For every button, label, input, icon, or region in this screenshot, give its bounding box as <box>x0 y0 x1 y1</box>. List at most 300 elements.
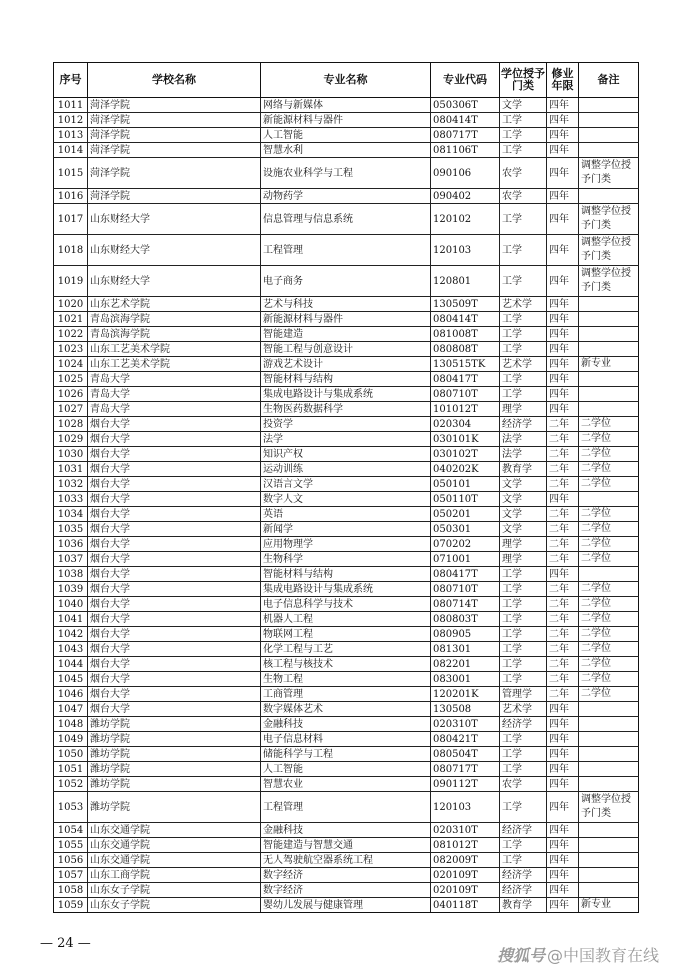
cell-degree-category: 工学 <box>500 128 547 143</box>
cell-degree-category: 理学 <box>500 552 547 567</box>
cell-study-years: 二年 <box>547 507 579 522</box>
cell-degree-category: 教育学 <box>500 898 547 913</box>
cell-remarks <box>579 342 639 357</box>
cell-study-years: 四年 <box>547 327 579 342</box>
cell-study-years: 四年 <box>547 143 579 158</box>
cell-major-name: 智能工程与创意设计 <box>261 342 431 357</box>
cell-school-name: 烟台大学 <box>88 582 261 597</box>
cell-major-name: 英语 <box>261 507 431 522</box>
header-serial: 序号 <box>54 63 88 98</box>
table-row <box>54 447 639 462</box>
cell-major-code: 080710T <box>431 387 500 402</box>
cell-major-code: 020304 <box>431 417 500 432</box>
cell-degree-category: 工学 <box>500 747 547 762</box>
cell-serial: 1025 <box>54 372 88 387</box>
cell-study-years: 四年 <box>547 492 579 507</box>
cell-school-name: 山东财经大学 <box>88 204 261 235</box>
cell-major-code: 050110T <box>431 492 500 507</box>
cell-study-years: 四年 <box>547 823 579 838</box>
cell-remarks: 二学位 <box>579 552 639 567</box>
cell-school-name: 山东女子学院 <box>88 898 261 913</box>
cell-serial: 1014 <box>54 143 88 158</box>
cell-serial: 1018 <box>54 235 88 266</box>
cell-study-years: 二年 <box>547 612 579 627</box>
cell-major-code: 080905 <box>431 627 500 642</box>
cell-major-code: 050301 <box>431 522 500 537</box>
cell-major-code: 020310T <box>431 717 500 732</box>
cell-serial: 1017 <box>54 204 88 235</box>
table-row <box>54 627 639 642</box>
cell-major-name: 设施农业科学与工程 <box>261 158 431 189</box>
cell-study-years: 四年 <box>547 702 579 717</box>
cell-remarks <box>579 717 639 732</box>
cell-major-name: 金融科技 <box>261 717 431 732</box>
cell-school-name: 菏泽学院 <box>88 158 261 189</box>
cell-study-years: 四年 <box>547 113 579 128</box>
cell-remarks <box>579 732 639 747</box>
header-degree-category: 学位授予门类 <box>500 63 547 98</box>
table-row <box>54 868 639 883</box>
cell-remarks <box>579 143 639 158</box>
cell-school-name: 烟台大学 <box>88 537 261 552</box>
table-row <box>54 372 639 387</box>
cell-degree-category: 工学 <box>500 672 547 687</box>
cell-study-years: 四年 <box>547 158 579 189</box>
cell-major-name: 动物药学 <box>261 189 431 204</box>
cell-study-years: 四年 <box>547 747 579 762</box>
cell-degree-category: 工学 <box>500 143 547 158</box>
table-row <box>54 732 639 747</box>
cell-remarks <box>579 387 639 402</box>
cell-major-code: 050201 <box>431 507 500 522</box>
table-row <box>54 687 639 702</box>
cell-serial: 1023 <box>54 342 88 357</box>
cell-remarks <box>579 883 639 898</box>
cell-remarks: 二学位 <box>579 642 639 657</box>
cell-serial: 1038 <box>54 567 88 582</box>
cell-school-name: 烟台大学 <box>88 672 261 687</box>
cell-major-code: 080504T <box>431 747 500 762</box>
cell-school-name: 山东工商学院 <box>88 868 261 883</box>
cell-serial: 1037 <box>54 552 88 567</box>
cell-school-name: 菏泽学院 <box>88 143 261 158</box>
cell-remarks: 二学位 <box>579 672 639 687</box>
cell-major-name: 汉语言文学 <box>261 477 431 492</box>
cell-school-name: 山东工艺美术学院 <box>88 342 261 357</box>
cell-serial: 1021 <box>54 312 88 327</box>
cell-major-name: 投资学 <box>261 417 431 432</box>
cell-major-name: 游戏艺术设计 <box>261 357 431 372</box>
cell-major-code: 082009T <box>431 853 500 868</box>
table-row <box>54 113 639 128</box>
cell-study-years: 四年 <box>547 312 579 327</box>
table-row <box>54 98 639 113</box>
table-row <box>54 792 639 823</box>
cell-remarks <box>579 312 639 327</box>
table-row <box>54 717 639 732</box>
cell-study-years: 四年 <box>547 204 579 235</box>
cell-school-name: 青岛大学 <box>88 402 261 417</box>
cell-school-name: 烟台大学 <box>88 522 261 537</box>
cell-remarks: 二学位 <box>579 477 639 492</box>
table-row <box>54 642 639 657</box>
cell-major-code: 081301 <box>431 642 500 657</box>
cell-school-name: 烟台大学 <box>88 567 261 582</box>
cell-serial: 1016 <box>54 189 88 204</box>
cell-study-years: 四年 <box>547 357 579 372</box>
cell-major-code: 081106T <box>431 143 500 158</box>
cell-remarks: 调整学位授予门类 <box>579 235 639 266</box>
cell-school-name: 菏泽学院 <box>88 113 261 128</box>
cell-serial: 1046 <box>54 687 88 702</box>
table-row <box>54 477 639 492</box>
cell-remarks: 二学位 <box>579 507 639 522</box>
cell-degree-category: 工学 <box>500 657 547 672</box>
table-row <box>54 507 639 522</box>
cell-major-name: 工程管理 <box>261 235 431 266</box>
cell-degree-category: 工学 <box>500 838 547 853</box>
cell-serial: 1015 <box>54 158 88 189</box>
cell-serial: 1022 <box>54 327 88 342</box>
watermark <box>497 943 659 966</box>
cell-school-name: 潍坊学院 <box>88 762 261 777</box>
cell-degree-category: 工学 <box>500 235 547 266</box>
cell-major-name: 智能材料与结构 <box>261 372 431 387</box>
table-row <box>54 823 639 838</box>
cell-major-name: 数字人文 <box>261 492 431 507</box>
cell-degree-category: 工学 <box>500 732 547 747</box>
cell-study-years: 四年 <box>547 777 579 792</box>
cell-school-name: 山东交通学院 <box>88 838 261 853</box>
cell-major-code: 070202 <box>431 537 500 552</box>
cell-serial: 1020 <box>54 297 88 312</box>
cell-school-name: 烟台大学 <box>88 687 261 702</box>
cell-remarks: 二学位 <box>579 537 639 552</box>
cell-school-name: 山东交通学院 <box>88 823 261 838</box>
cell-major-name: 储能科学与工程 <box>261 747 431 762</box>
table-row <box>54 143 639 158</box>
cell-degree-category: 文学 <box>500 477 547 492</box>
cell-school-name: 山东工艺美术学院 <box>88 357 261 372</box>
cell-remarks <box>579 777 639 792</box>
cell-remarks: 调整学位授予门类 <box>579 204 639 235</box>
cell-study-years: 二年 <box>547 672 579 687</box>
cell-study-years: 四年 <box>547 883 579 898</box>
cell-serial: 1012 <box>54 113 88 128</box>
table-row <box>54 597 639 612</box>
cell-study-years: 二年 <box>547 447 579 462</box>
cell-degree-category: 工学 <box>500 327 547 342</box>
cell-serial: 1030 <box>54 447 88 462</box>
cell-serial: 1035 <box>54 522 88 537</box>
cell-major-name: 数字经济 <box>261 868 431 883</box>
cell-degree-category: 农学 <box>500 189 547 204</box>
cell-degree-category: 艺术学 <box>500 357 547 372</box>
cell-school-name: 菏泽学院 <box>88 98 261 113</box>
cell-major-name: 婴幼儿发展与健康管理 <box>261 898 431 913</box>
table-row <box>54 672 639 687</box>
cell-school-name: 青岛滨海学院 <box>88 327 261 342</box>
cell-school-name: 潍坊学院 <box>88 777 261 792</box>
cell-major-name: 信息管理与信息系统 <box>261 204 431 235</box>
cell-study-years: 四年 <box>547 189 579 204</box>
cell-remarks: 调整学位授予门类 <box>579 792 639 823</box>
cell-remarks: 二学位 <box>579 597 639 612</box>
cell-school-name: 烟台大学 <box>88 492 261 507</box>
cell-school-name: 菏泽学院 <box>88 189 261 204</box>
table-row <box>54 537 639 552</box>
cell-major-code: 130515TK <box>431 357 500 372</box>
cell-school-name: 山东财经大学 <box>88 235 261 266</box>
cell-school-name: 青岛滨海学院 <box>88 312 261 327</box>
cell-serial: 1048 <box>54 717 88 732</box>
cell-study-years: 四年 <box>547 235 579 266</box>
cell-major-name: 数字媒体艺术 <box>261 702 431 717</box>
cell-remarks <box>579 128 639 143</box>
table-row <box>54 312 639 327</box>
table-row <box>54 898 639 913</box>
cell-school-name: 山东艺术学院 <box>88 297 261 312</box>
cell-major-name: 电子信息科学与技术 <box>261 597 431 612</box>
cell-serial: 1044 <box>54 657 88 672</box>
cell-study-years: 二年 <box>547 582 579 597</box>
cell-degree-category: 教育学 <box>500 462 547 477</box>
cell-remarks: 调整学位授予门类 <box>579 158 639 189</box>
cell-degree-category: 工学 <box>500 642 547 657</box>
cell-remarks: 二学位 <box>579 612 639 627</box>
header-school-name: 学校名称 <box>88 63 261 98</box>
cell-serial: 1049 <box>54 732 88 747</box>
cell-degree-category: 工学 <box>500 597 547 612</box>
cell-remarks: 二学位 <box>579 432 639 447</box>
table-row <box>54 657 639 672</box>
cell-major-name: 工程管理 <box>261 792 431 823</box>
cell-serial: 1027 <box>54 402 88 417</box>
cell-study-years: 二年 <box>547 597 579 612</box>
table-row <box>54 128 639 143</box>
cell-remarks: 二学位 <box>579 462 639 477</box>
cell-major-code: 081012T <box>431 838 500 853</box>
cell-degree-category: 工学 <box>500 567 547 582</box>
cell-major-code: 120102 <box>431 204 500 235</box>
cell-major-code: 081008T <box>431 327 500 342</box>
table-row <box>54 266 639 297</box>
cell-school-name: 烟台大学 <box>88 627 261 642</box>
cell-major-name: 人工智能 <box>261 762 431 777</box>
table-row <box>54 417 639 432</box>
cell-major-name: 智慧农业 <box>261 777 431 792</box>
cell-major-code: 020109T <box>431 883 500 898</box>
cell-serial: 1028 <box>54 417 88 432</box>
cell-remarks <box>579 853 639 868</box>
cell-major-name: 数字经济 <box>261 883 431 898</box>
table-row <box>54 357 639 372</box>
table-row <box>54 158 639 189</box>
cell-study-years: 四年 <box>547 868 579 883</box>
cell-study-years: 四年 <box>547 853 579 868</box>
table-row <box>54 582 639 597</box>
cell-study-years: 四年 <box>547 792 579 823</box>
cell-major-code: 030101K <box>431 432 500 447</box>
cell-serial: 1034 <box>54 507 88 522</box>
cell-major-name: 知识产权 <box>261 447 431 462</box>
cell-major-code: 080717T <box>431 128 500 143</box>
table-row <box>54 297 639 312</box>
cell-remarks: 调整学位授予门类 <box>579 266 639 297</box>
cell-major-name: 运动训练 <box>261 462 431 477</box>
cell-serial: 1042 <box>54 627 88 642</box>
cell-serial: 1024 <box>54 357 88 372</box>
cell-major-name: 艺术与科技 <box>261 297 431 312</box>
cell-major-code: 030102T <box>431 447 500 462</box>
cell-major-name: 智能建造 <box>261 327 431 342</box>
cell-study-years: 四年 <box>547 717 579 732</box>
cell-major-name: 新能源材料与器件 <box>261 312 431 327</box>
cell-study-years: 四年 <box>547 297 579 312</box>
cell-school-name: 烟台大学 <box>88 417 261 432</box>
cell-major-name: 网络与新媒体 <box>261 98 431 113</box>
cell-remarks <box>579 402 639 417</box>
cell-remarks <box>579 297 639 312</box>
cell-serial: 1059 <box>54 898 88 913</box>
cell-major-name: 人工智能 <box>261 128 431 143</box>
cell-study-years: 二年 <box>547 657 579 672</box>
cell-major-code: 020310T <box>431 823 500 838</box>
cell-serial: 1032 <box>54 477 88 492</box>
cell-major-code: 120103 <box>431 235 500 266</box>
cell-school-name: 烟台大学 <box>88 552 261 567</box>
table-row <box>54 327 639 342</box>
cell-serial: 1040 <box>54 597 88 612</box>
cell-serial: 1045 <box>54 672 88 687</box>
cell-degree-category: 法学 <box>500 432 547 447</box>
cell-school-name: 烟台大学 <box>88 642 261 657</box>
cell-major-code: 080710T <box>431 582 500 597</box>
cell-degree-category: 工学 <box>500 372 547 387</box>
cell-degree-category: 文学 <box>500 492 547 507</box>
table-row <box>54 853 639 868</box>
cell-degree-category: 文学 <box>500 98 547 113</box>
cell-study-years: 四年 <box>547 387 579 402</box>
table-row <box>54 762 639 777</box>
cell-study-years: 四年 <box>547 342 579 357</box>
cell-remarks: 新专业 <box>579 357 639 372</box>
cell-major-code: 090112T <box>431 777 500 792</box>
cell-major-name: 法学 <box>261 432 431 447</box>
cell-school-name: 山东交通学院 <box>88 853 261 868</box>
cell-remarks <box>579 113 639 128</box>
cell-major-name: 化学工程与工艺 <box>261 642 431 657</box>
cell-school-name: 潍坊学院 <box>88 717 261 732</box>
cell-study-years: 四年 <box>547 567 579 582</box>
cell-remarks <box>579 492 639 507</box>
cell-degree-category: 经济学 <box>500 717 547 732</box>
table-row <box>54 567 639 582</box>
cell-remarks <box>579 823 639 838</box>
cell-degree-category: 经济学 <box>500 823 547 838</box>
cell-school-name: 烟台大学 <box>88 702 261 717</box>
cell-degree-category: 经济学 <box>500 868 547 883</box>
cell-major-name: 智能建造与智慧交通 <box>261 838 431 853</box>
cell-serial: 1029 <box>54 432 88 447</box>
cell-school-name: 青岛大学 <box>88 372 261 387</box>
cell-school-name: 烟台大学 <box>88 612 261 627</box>
header-study-years: 修业年限 <box>547 63 579 98</box>
cell-study-years: 四年 <box>547 838 579 853</box>
cell-major-code: 083001 <box>431 672 500 687</box>
table-row <box>54 235 639 266</box>
cell-school-name: 山东女子学院 <box>88 883 261 898</box>
table-row <box>54 838 639 853</box>
cell-major-name: 物联网工程 <box>261 627 431 642</box>
cell-serial: 1050 <box>54 747 88 762</box>
cell-major-code: 080717T <box>431 762 500 777</box>
cell-major-name: 金融科技 <box>261 823 431 838</box>
cell-degree-category: 农学 <box>500 158 547 189</box>
cell-major-name: 生物科学 <box>261 552 431 567</box>
cell-study-years: 四年 <box>547 402 579 417</box>
watermark-brand: 搜狐号 <box>497 946 546 965</box>
cell-major-code: 080421T <box>431 732 500 747</box>
cell-study-years: 二年 <box>547 627 579 642</box>
cell-degree-category: 法学 <box>500 447 547 462</box>
cell-remarks: 二学位 <box>579 627 639 642</box>
cell-major-code: 040118T <box>431 898 500 913</box>
cell-study-years: 二年 <box>547 537 579 552</box>
cell-remarks <box>579 567 639 582</box>
table-row <box>54 777 639 792</box>
cell-remarks <box>579 747 639 762</box>
cell-degree-category: 工学 <box>500 204 547 235</box>
cell-study-years: 四年 <box>547 266 579 297</box>
cell-study-years: 二年 <box>547 687 579 702</box>
table-row <box>54 883 639 898</box>
cell-degree-category: 工学 <box>500 266 547 297</box>
cell-study-years: 四年 <box>547 898 579 913</box>
cell-degree-category: 经济学 <box>500 417 547 432</box>
cell-major-code: 050306T <box>431 98 500 113</box>
cell-serial: 1019 <box>54 266 88 297</box>
cell-major-name: 生物医药数据科学 <box>261 402 431 417</box>
cell-school-name: 潍坊学院 <box>88 747 261 762</box>
cell-study-years: 四年 <box>547 98 579 113</box>
cell-remarks <box>579 762 639 777</box>
cell-major-name: 工商管理 <box>261 687 431 702</box>
cell-degree-category: 工学 <box>500 342 547 357</box>
page-number: — 24 — <box>40 936 91 951</box>
cell-major-name: 应用物理学 <box>261 537 431 552</box>
table-row <box>54 612 639 627</box>
cell-serial: 1058 <box>54 883 88 898</box>
cell-study-years: 四年 <box>547 372 579 387</box>
cell-study-years: 四年 <box>547 732 579 747</box>
cell-study-years: 二年 <box>547 417 579 432</box>
cell-remarks <box>579 702 639 717</box>
cell-major-code: 080714T <box>431 597 500 612</box>
cell-remarks <box>579 189 639 204</box>
cell-serial: 1036 <box>54 537 88 552</box>
table-row <box>54 387 639 402</box>
cell-remarks: 二学位 <box>579 417 639 432</box>
cell-major-name: 智慧水利 <box>261 143 431 158</box>
cell-remarks: 二学位 <box>579 522 639 537</box>
table-row <box>54 702 639 717</box>
cell-major-code: 120103 <box>431 792 500 823</box>
cell-major-name: 集成电路设计与集成系统 <box>261 582 431 597</box>
cell-major-code: 090106 <box>431 158 500 189</box>
cell-major-name: 机器人工程 <box>261 612 431 627</box>
cell-major-code: 120801 <box>431 266 500 297</box>
